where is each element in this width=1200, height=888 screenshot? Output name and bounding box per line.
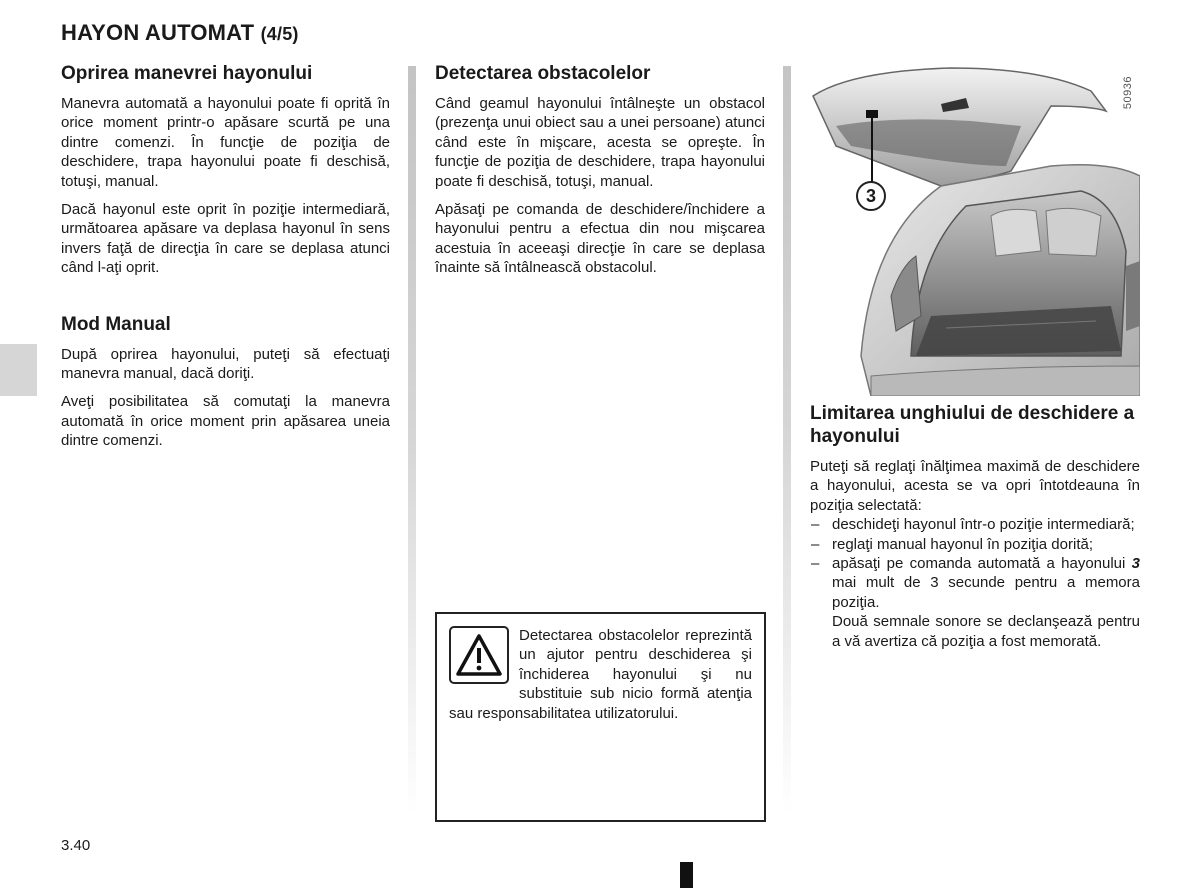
column-divider-right — [783, 66, 791, 816]
column-left — [61, 62, 390, 460]
page-title — [61, 20, 299, 46]
warning-box — [435, 612, 766, 822]
paragraph: Apăsaţi pe comanda de deschidere/închidere a hayonului pentru a efectua din nou mişcarea acestuia în aceeaşi direcţie în care se deplasa înainte să întâlnească obstacolul. — [435, 201, 765, 277]
list-item: – apăsaţi pe comanda automată a hayonului 3 mai mult de 3 secunde pentru a memora poziţia. Două semnale sonore se declanşează pentru a vă avertiza că poziţia a fost memorată. — [810, 554, 1140, 651]
list-item: – deschideţi hayonul într-o poziţie intermediară; — [810, 515, 1140, 534]
page-number: 3.40 — [61, 837, 91, 854]
title-text: HAYON AUTOMAT — [61, 20, 255, 45]
paragraph: Dacă hayonul este oprit în poziţie intermediară, următoarea apăsare va deplasa hayonul în sens invers faţă de direcţia în care se deplasa atunci când l-aţi oprit. — [61, 201, 390, 277]
column-right — [810, 402, 1140, 651]
chapter-tab — [0, 344, 37, 396]
paragraph: După oprirea hayonului, puteţi să efectuaţi manevra manual, dacă doriţi. — [61, 345, 390, 383]
paragraph: Când geamul hayonului întâlneşte un obstacol (prezenţa unui obiect sau a unei persoane) atunci când este în mişcare, acesta se opreşte. În funcţie de poziţia de deschidere, trapa hayonului poate fi deschisă, totuşi, manual. — [435, 95, 765, 190]
warning-triangle-icon — [449, 626, 509, 684]
warning-text: Detectarea obstacolelor reprezintă un ajutor pentru deschiderea şi închiderea hayonului şi nu substituie sub nicio formă atenţia sau responsabilitatea utilizatorului. — [449, 627, 752, 722]
bottom-marker — [680, 862, 693, 888]
column-middle — [435, 62, 765, 287]
list-note: Două semnale sonore se declanşează pentru a vă avertiza că poziţia a fost memorată. — [832, 613, 1140, 650]
section-heading-obstacles: Detectarea obstacolelor — [435, 63, 651, 84]
title-part: (4/5) — [260, 24, 299, 44]
list-item: – reglaţi manual hayonul în poziţia dorită; — [810, 535, 1140, 554]
illustration-code: 50936 — [1122, 76, 1134, 110]
reference-number: 3 — [1131, 555, 1140, 573]
section-heading-manual: Mod Manual — [61, 313, 171, 335]
section-heading-stop: Oprirea manevrei hayonului — [61, 63, 313, 84]
column-divider-left — [408, 66, 416, 816]
section-heading-limit: Limitarea unghiului de deschidere a hayonului — [810, 403, 1135, 447]
steps-list — [810, 515, 1140, 651]
paragraph: Aveţi posibilitatea să comutaţi la manevra automată în orice moment prin apăsarea uneia dintre comenzi. — [61, 393, 390, 450]
paragraph: Manevra automată a hayonului poate fi oprită în orice moment printr-o apăsare scurtă pe una dintre comenzi. În funcţie de poziţia de deschidere, trapa hayonului poate fi deschisă, totuşi, manual. — [61, 95, 390, 190]
paragraph: Puteţi să reglaţi înălţimea maximă de deschidere a hayonului, acesta se va opri întotdeauna în poziţia selectată: — [810, 458, 1140, 514]
tailgate-illustration — [791, 66, 1140, 396]
callout-marker: 3 — [856, 181, 886, 211]
